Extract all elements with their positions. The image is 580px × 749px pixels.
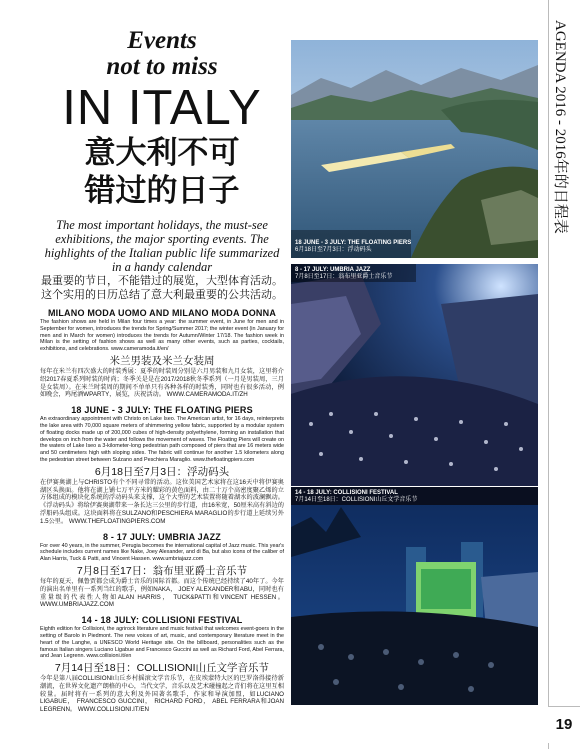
- section-body-cn: 今年是第八届COLLISIONI山丘乡村摇滚文学音乐节，在皮埃蒙特大区的巴罗洛得接待新潮流，在世界文化遗产朗格的中心，当代文学，音乐以及艺术碰撞起之青们将在这里互相较量。届时将有一系列的意大利及外国著名歌手，作家和导演加盟，如LUCIANO LIGABUE， FRANCESCO GUCCINI， RICHARD FORD， ABEL FERRARA和JOAN LEGRENN。 WWW.COLLISIONI.IT/EN: [40, 675, 284, 714]
- section-body: Eighth edition for Collisioni, the agrirock literature and music festival that welcomes event-goers in the setting of Barolo in Piedmont. The new voices of art, music, and contemporary literature meet in the heart of the Langhe, a UNESCO World Heritage site. On the billboard, personalities such as the famous Italian singers Luciano Ligabue and Francesco Guccini as well as Richard Ford, Abel Ferrara, and Jean Legrenn. www.collisioni.it/en: [40, 626, 284, 660]
- photo-collisioni: [291, 487, 538, 705]
- title-italy: IN ITALY: [62, 81, 262, 135]
- section-heading: MILANO MODA UOMO AND MILANO MODA DONNA: [47, 308, 277, 318]
- caption-en: 14 - 18 JULY: COLLISIONI FESTIVAL: [295, 490, 398, 496]
- caption-en: 8 - 17 JULY: UMBRIA JAZZ: [295, 267, 371, 273]
- umbria-jazz-image: [291, 264, 538, 486]
- photo-floating-piers: [291, 40, 538, 258]
- section-collisioni: [40, 615, 284, 714]
- section-heading-cn: 7月8日至17日：翁布里亚爵士音乐节: [76, 564, 248, 577]
- title-events-line2: not to miss: [106, 53, 218, 80]
- section-body-cn: 每年的夏天，佩鲁贾都会成为爵士音乐的国际首都。而这个传统已经持续了40年了。今年的演出名单里有一系列当红的歌手，例如NAKA， JOEY ALEXANDER和ABU，同时也有重量级的代表性人物如ALAN HARRIS， TUCK&PATTI和VINCENT HESSEN。 WWW.UMBRIAJAZZ.COM: [40, 577, 284, 609]
- section-floating-piers: [40, 405, 284, 525]
- intro-chinese: 最重要的节日，不能错过的展览，大型体育活动。这个实用的日历总结了意大利最重要的公共活动。: [41, 275, 283, 301]
- photo-umbria-jazz: [291, 264, 538, 486]
- section-body: The fashion shows are held in Milan four times a year: the summer event, in June for men and in September for women, introduces the trends for Spring/Summer 2017; the winter event (in January for men and in March for women) introduces the trends for Autumn/Winter 17/18. The fashion week in Milan is the setting of fashion shows as well as many other events, such as parties, cocktails, exhibitions, and celebrations. www.cameramoda.it/en/: [40, 319, 284, 353]
- photo-caption: [295, 240, 411, 254]
- section-moda: [40, 308, 284, 399]
- caption-cn: 7月8日至17日：翁布里亚爵士音乐节: [295, 274, 393, 280]
- photo-caption: [295, 267, 392, 281]
- title-events-line1: Events: [127, 27, 197, 54]
- title-chinese: [40, 134, 284, 210]
- section-body-cn: 在伊赛奥湖上与CHRISTO有个不同寻常的活动。这位美国艺术家将在这16天中将伊赛奥湖区头换面。他将在湖上铺七万平方米的耀彩的黄色面料，由二十万个高密度聚乙烯的立方体组成的模块化系统的浮动码头来支撑，这个大型的艺术装置将随着湖水的波澜飘动。《浮动码头》将给伊赛奥湖带来一条长达三公里的步行道，由16米宽，50厘米高有斜边的浮船码头组成。这块面料将在SULZANO和PESCHIERA MARAGLIO的步行道上延续另外1.5公里。 WWW.THEFLOATINGPIERS.COM: [40, 478, 284, 525]
- section-heading: 18 JUNE - 3 JULY: THE FLOATING PIERS: [71, 405, 253, 416]
- photo-caption: [295, 490, 417, 504]
- section-body: For over 40 years, in the summer, Perugia becomes the international capital of Jazz music. This year's schedule includes current names like Nake, Joey Alexander, and di Ba, but also icons of the caliber of Alan Harris, Tuck & Patti, and Vincent Hassen. www.umbriajazz.com: [40, 542, 284, 563]
- title-cn-line1: 意大利不可: [84, 135, 240, 170]
- section-heading: 8 - 17 JULY: UMBRIA JAZZ: [103, 531, 221, 542]
- caption-cn: 7月14日至18日：COLLISIONI山丘文学音乐节: [295, 497, 418, 503]
- side-header-text: AGENDA 2016 - 2016年的日程表: [552, 20, 568, 234]
- article-column: [40, 28, 284, 714]
- title-events: [40, 28, 284, 80]
- section-body: An extraordinary appointment with Christo on Lake Iseo. The American artist, for 16 days, reinterprets the lake area with 70,000 square meters of shimmering yellow fabric, supported by a modular system of floating docks made up of 200,000 cubes of high-density polyethylene, forming an installation that develops on inch from the water and follows the movement of waves. The Floating Piers will create on the waters of Lake Iseo a 3-kilometer-long pedestrian path composed of piers that are 16 meters wide and 50 centimeters high with sloping sides. The fabric will continue for another 1.5 kilometers along the pedestrian street between Sulzano and Peschiera Maraglio. www.thefloatingpiers.com: [40, 416, 284, 463]
- section-heading-cn: 6月18日至7月3日：浮动码头: [94, 465, 230, 478]
- side-header: [552, 20, 578, 234]
- section-heading-cn: 7月14日至18日：COLLISIONI山丘文学音乐节: [54, 662, 270, 675]
- collisioni-image: [291, 487, 538, 705]
- page-number: 19: [548, 706, 580, 743]
- section-heading: 14 - 18 JULY: COLLISIONI FESTIVAL: [81, 615, 243, 626]
- section-umbria-jazz: [40, 532, 284, 610]
- caption-cn: 6月18日至7月3日：浮动码头: [295, 247, 372, 253]
- caption-en: 18 JUNE - 3 JULY: THE FLOATING PIERS: [295, 240, 412, 246]
- section-body-cn: 每年在米兰有四次盛大的时装秀展：夏季的时装周分别是六月男装和九月女装，这里将介绍2017春夏系列时装的时尚；冬季关是是在2017/2018秋冬季系列（一月是男装周，三月是女装周）。在米兰时装周的期间不单单只有各种各样的时装秀，同时也有很多活动，例如晚会，鸡尾酒WPARTY，展览，庆祝活动。 WWW.CAMERAMODA.IT/ZH: [40, 367, 284, 399]
- side-divider: [548, 0, 549, 749]
- title-cn-line2: 错过的日子: [84, 173, 240, 208]
- section-heading-cn: 米兰男装及米兰女装周: [109, 354, 215, 367]
- intro-english: The most important holidays, the must-see exhibitions, the major sporting events. The highlights of the Italian public life summarized in a handy calendar: [44, 218, 280, 274]
- floating-piers-image: [291, 40, 538, 258]
